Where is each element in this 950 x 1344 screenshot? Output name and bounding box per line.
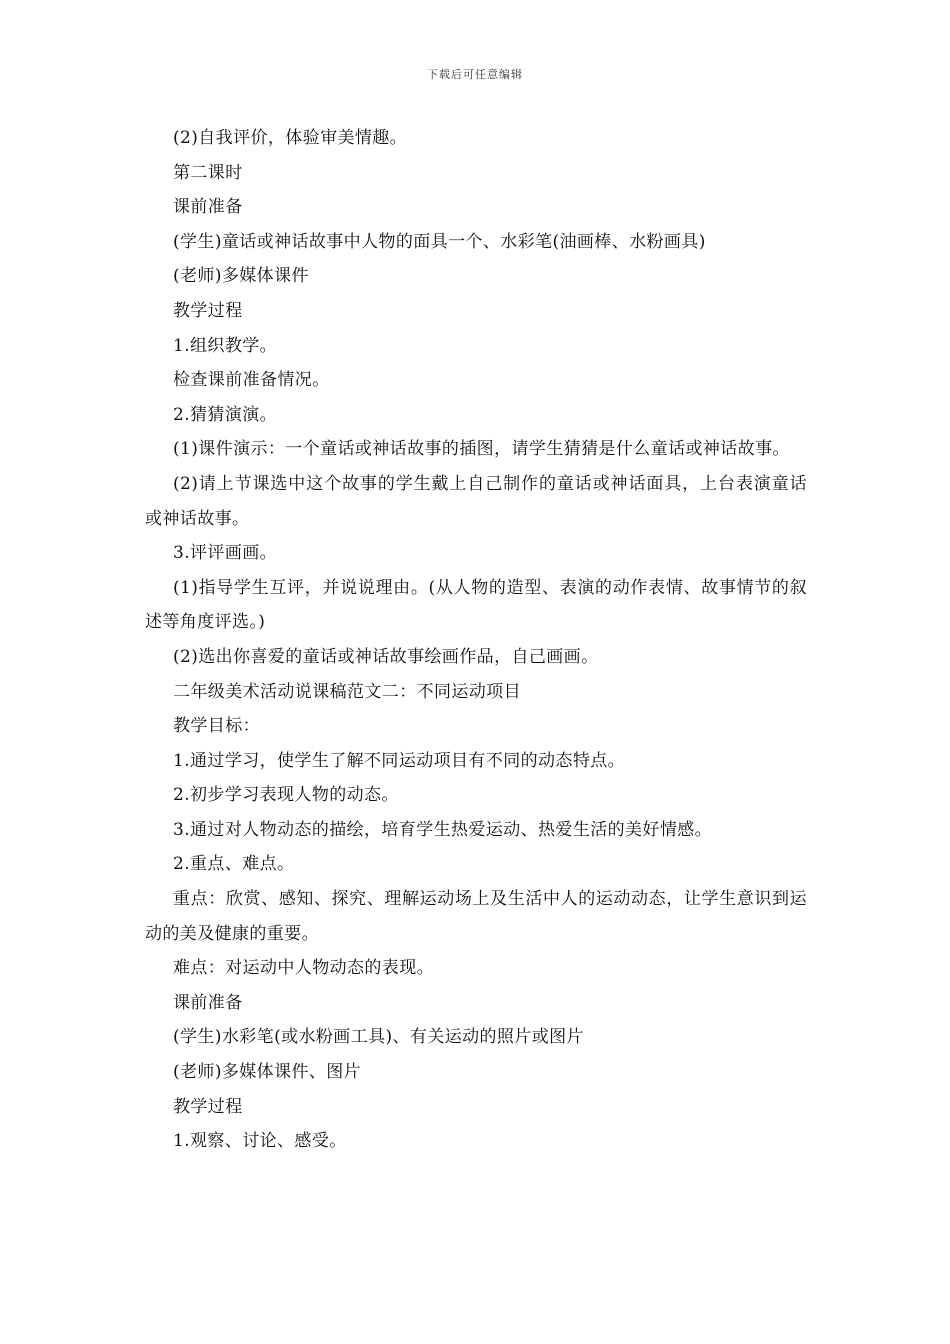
paragraph: 1.通过学习，使学生了解不同运动项目有不同的动态特点。: [173, 750, 626, 771]
paragraph: 2.初步学习表现人物的动态。: [173, 785, 399, 806]
paragraph: (2)选出你喜爱的童话或神话故事绘画作品，自己画画。: [173, 646, 599, 667]
section-heading: 教学目标：: [173, 716, 260, 737]
section-heading: 教学过程: [173, 1096, 243, 1117]
section-heading: 第二课时: [173, 162, 243, 183]
paragraph: 难点：对运动中人物动态的表现。: [173, 958, 434, 979]
section-heading: 二年级美术活动说课稿范文二：不同运动项目: [173, 681, 521, 702]
paragraph: 3.通过对人物动态的描绘，培育学生热爱运动、热爱生活的美好情感。: [173, 819, 713, 840]
paragraph: 检查课前准备情况。: [173, 370, 330, 391]
section-heading: 课前准备: [173, 992, 243, 1013]
paragraph: 2.猜猜演演。: [173, 404, 278, 425]
paragraph: (1)指导学生互评，并说说理由。(从人物的造型、表演的动作表情、故事情节的叙述等角度评选。): [145, 577, 807, 633]
paragraph: (老师)多媒体课件: [173, 266, 309, 287]
section-heading: 教学过程: [173, 300, 243, 321]
document-body: [145, 121, 807, 1159]
page-header: 下载后可任意编辑: [427, 68, 523, 81]
paragraph: 1.组织教学。: [173, 335, 278, 356]
paragraph: (1)课件演示：一个童话或神话故事的插图，请学生猜猜是什么童话或神话故事。: [173, 439, 790, 460]
paragraph: 3.评评画画。: [173, 543, 278, 564]
paragraph: 1.观察、讨论、感受。: [173, 1131, 347, 1152]
paragraph: (学生)水彩笔(或水粉画工具)、有关运动的照片或图片: [173, 1027, 584, 1048]
paragraph: (老师)多媒体课件、图片: [173, 1062, 362, 1083]
paragraph: 重点：欣赏、感知、探究、理解运动场上及生活中人的运动动态，让学生意识到运动的美及健康的重要。: [145, 889, 807, 944]
section-heading: 课前准备: [173, 197, 243, 218]
paragraph: (学生)童话或神话故事中人物的面具一个、水彩笔(油画棒、水粉画具): [173, 231, 706, 252]
paragraph: 2.重点、难点。: [173, 854, 295, 875]
paragraph: (2)自我评价，体验审美情趣。: [173, 128, 408, 148]
paragraph: (2)请上节课选中这个故事的学生戴上自己制作的童话或神话面具，上台表演童话或神话故事。: [145, 473, 807, 529]
